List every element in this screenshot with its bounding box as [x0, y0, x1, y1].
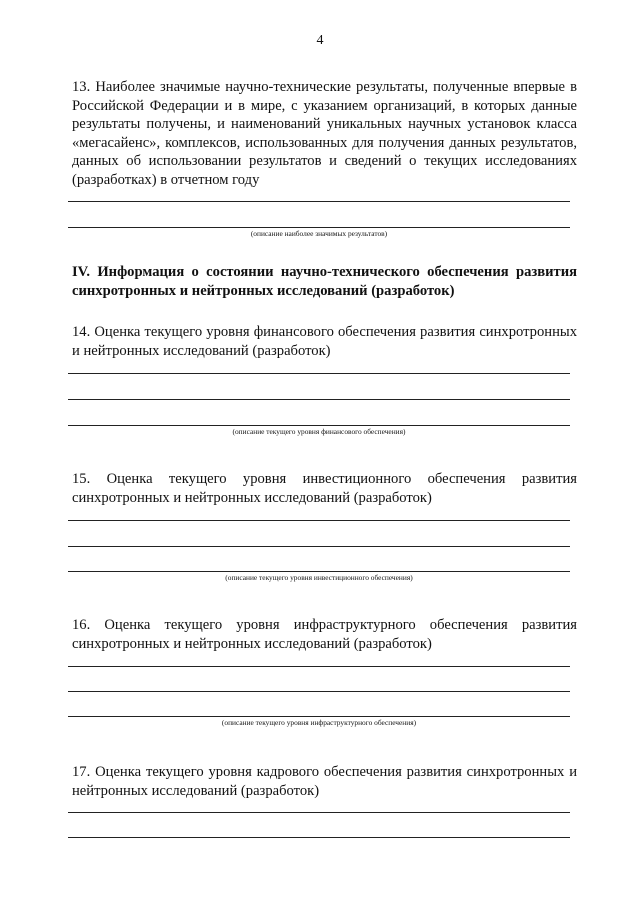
- item-16-text: 16. Оценка текущего уровня инфраструктурного обеспечения развития синхротронных и нейтронных исследований (разработок): [72, 617, 577, 652]
- answer-line-14-3: [68, 425, 570, 426]
- item-17-text: 17. Оценка текущего уровня кадрового обеспечения развития синхротронных и нейтронных исследований (разработок): [72, 764, 577, 799]
- caption-13: (описание наиболее значимых результатов): [250, 229, 388, 238]
- caption-16: (описание текущего уровня инфраструктурного обеспечения): [221, 718, 417, 727]
- answer-line-15-3: [68, 571, 570, 572]
- answer-line-13-1: [68, 201, 570, 202]
- section-iv-heading: IV. Информация о состоянии научно-технического обеспечения развития синхротронных и нейтронных исследований (разработок): [72, 264, 577, 299]
- caption-14: (описание текущего уровня финансового обеспечения): [232, 427, 406, 436]
- answer-line-17-2: [68, 837, 570, 838]
- caption-15: (описание текущего уровня инвестиционного обеспечения): [225, 573, 413, 582]
- answer-line-15-2: [68, 546, 570, 547]
- item-13-text: 13. Наиболее значимые научно-технические результаты, полученные впервые в Российской Федерации и в мире, с указанием организаций, в которых данные результаты получены, и наименований уникальных научных установок класса «мегасайенс», комплексов, использованных для получения данных результатов, данных об использовании результатов и сведений о текущих исследованиях (разработках) в отчетном году: [72, 79, 577, 188]
- item-14-text: 14. Оценка текущего уровня финансового обеспечения развития синхротронных и нейтронных исследований (разработок): [72, 324, 577, 359]
- answer-line-13-2: [68, 227, 570, 228]
- answer-line-16-2: [68, 691, 570, 692]
- page-number: 4: [316, 33, 324, 48]
- answer-line-14-1: [68, 373, 570, 374]
- item-15-text: 15. Оценка текущего уровня инвестиционного обеспечения развития синхротронных и нейтронных исследований (разработок): [72, 471, 577, 506]
- answer-line-14-2: [68, 399, 570, 400]
- answer-line-16-3: [68, 716, 570, 717]
- answer-line-15-1: [68, 520, 570, 521]
- answer-line-16-1: [68, 666, 570, 667]
- answer-line-17-1: [68, 812, 570, 813]
